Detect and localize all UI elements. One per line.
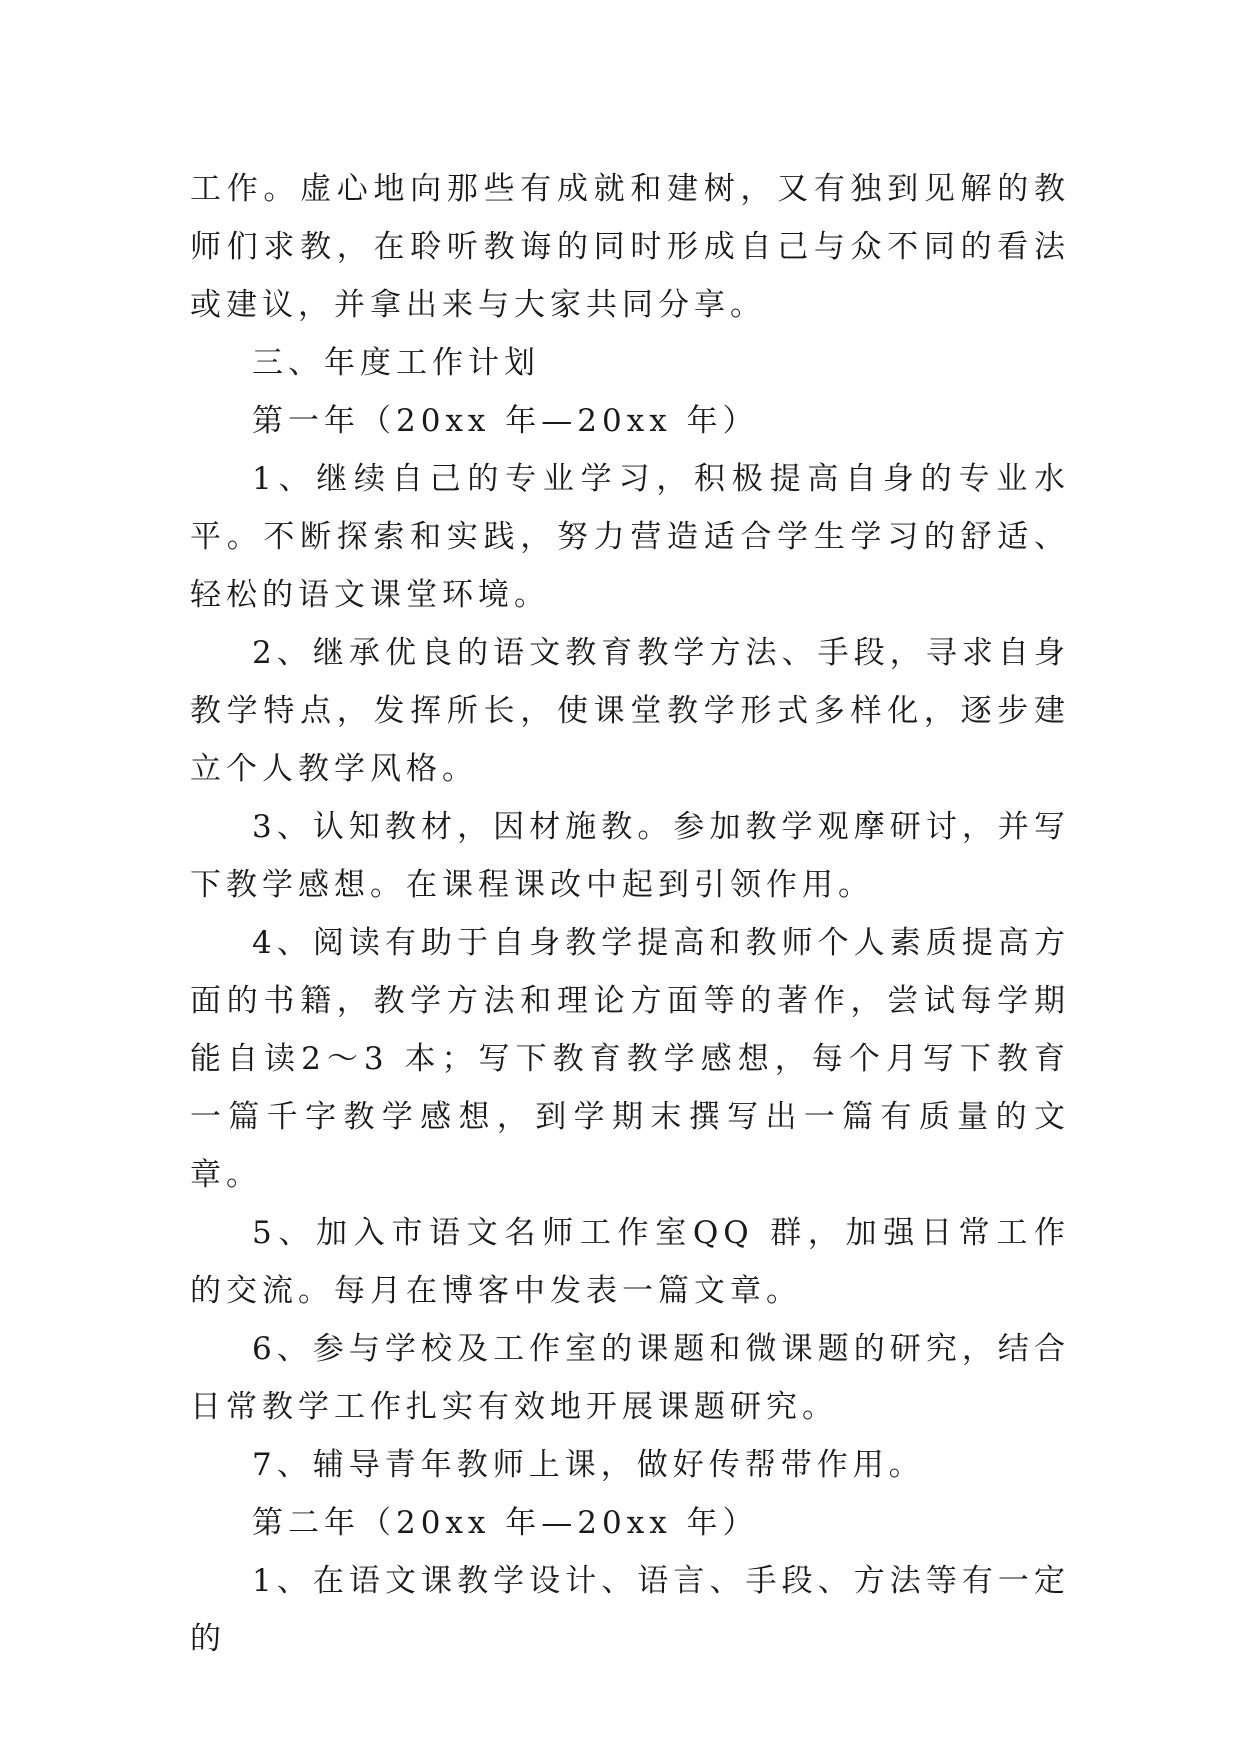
list-item: 4、阅读有助于自身教学提高和教师个人素质提高方面的书籍，教学方法和理论方面等的著作，尝试每学期能自读2～3 本；写下教育教学感想，每个月写下教育一篇千字教学感想，到学期末撰写出一篇有质量的文章。 <box>190 925 1070 1193</box>
list-item: 3、认知教材，因材施教。参加教学观摩研讨，并写下教学感想。在课程课改中起到引领作用。 <box>190 809 1070 903</box>
paragraph: 工作。虚心地向那些有成就和建树，又有独到见解的教师们求教，在聆听教诲的同时形成自己与众不同的看法或建议，并拿出来与大家共同分享。 <box>190 171 1070 323</box>
list-item: 1、在语文课教学设计、语言、手段、方法等有一定的 <box>190 1563 1070 1657</box>
document-body <box>190 160 1070 1668</box>
list-item: 5、加入市语文名师工作室QQ 群，加强日常工作的交流。每月在博客中发表一篇文章。 <box>190 1215 1070 1309</box>
year-heading: 第一年（20xx 年—20xx 年） <box>252 403 759 439</box>
year-heading: 第二年（20xx 年—20xx 年） <box>252 1505 759 1541</box>
list-item: 7、辅导青年教师上课，做好传帮带作用。 <box>252 1447 925 1483</box>
list-item: 6、参与学校及工作室的课题和微课题的研究，结合日常教学工作扎实有效地开展课题研究。 <box>190 1331 1070 1425</box>
list-item: 1、继续自己的专业学习，积极提高自身的专业水平。不断探索和实践，努力营造适合学生学习的舒适、轻松的语文课堂环境。 <box>190 461 1070 613</box>
section-heading: 三、年度工作计划 <box>252 345 540 381</box>
list-item: 2、继承优良的语文教育教学方法、手段，寻求自身教学特点，发挥所长，使课堂教学形式多样化，逐步建立个人教学风格。 <box>190 635 1070 787</box>
